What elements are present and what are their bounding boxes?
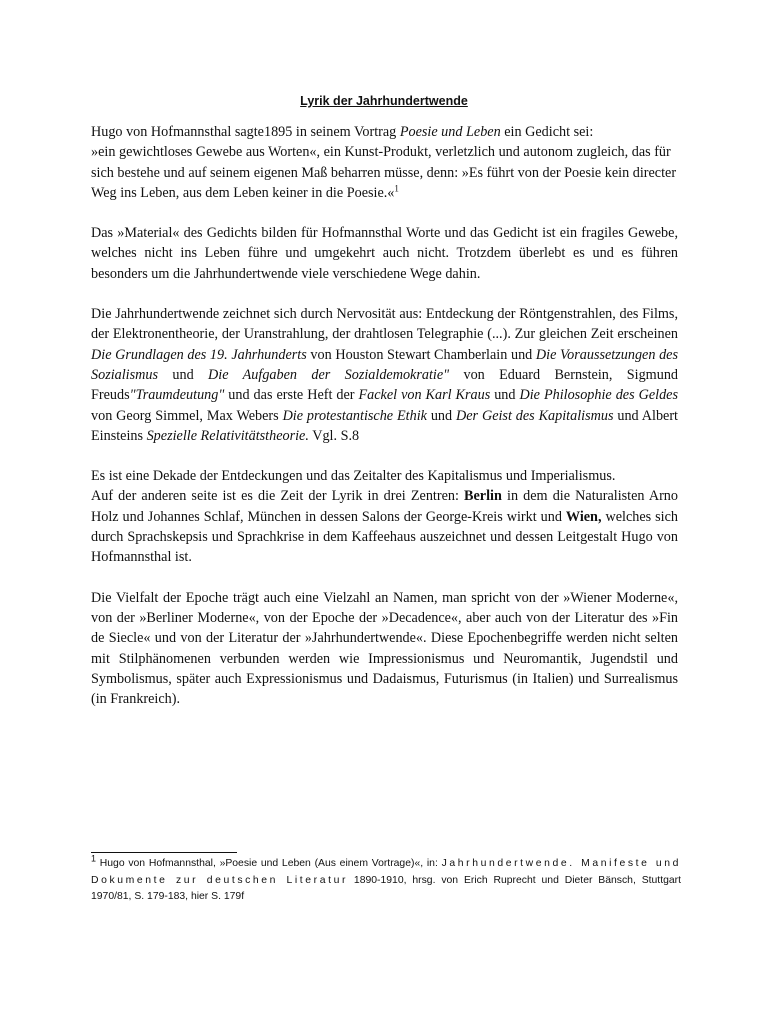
footnote-divider (91, 852, 237, 853)
paragraph-1: Hugo von Hofmannsthal sagte1895 in seinem Vortrag Poesie und Leben ein Gedicht sei: »ein gewichtloses Gewebe aus Worten«, ein Kunst-Produkt, verletzlich und autonom zugleich, das für sich bestehe und auf seinem eigenen Maß beharren müsse, denn: »Es führt von der Poesie kein directer Weg ins Leben, aus dem Leben keiner in die Poesie.«$^1$ (91, 124, 677, 201)
footnote: $^1$ Hugo von Hofmannsthal, »Poesie und Leben (Aus einem Vortrage)«, in: Jahrhundertwende. Manifeste und Dokumente zur deutschen Literatur 1890-1910, hrsg. von Erich Ruprecht und Dieter Bänsch, Stuttgart 1970/81, S. 179-183, hier S. 179f (91, 853, 682, 903)
footnote-number: 1 (91, 853, 97, 864)
paragraph-5: Die Vielfalt der Epoche trägt auch eine Vielzahl an Namen, man spricht von der »Wiener Moderne«, von der »Berliner Moderne«, von der Epoche der »Decadence«, aber auch von der Literatur des »Fin de Siecle« und von der Literatur der »Jahrhundertwende«. Diese Epochenbegriffe werden nicht selten mit Stilphänomenen verbunden werden wie Impressionismus und Neuromantik, Jugendstil und Symbolismus, später auch Expressionismus und Dadaismus, Futurismus (in Italien) und Surrealismus (in Frankreich). (91, 589, 678, 708)
paragraph-4: Es ist eine Dekade der Entdeckungen und das Zeitalter des Kapitalismus und Imperialismus. Auf der anderen seite ist es die Zeit der Lyrik in drei Zentren: Berlin in dem die Naturalisten Arno Holz und Johannes Schlaf, München in dessen Salons der George-Kreis wirkt und Wien, welches sich durch Sprachskepsis und Sprachkrise in dem Kaffeehaus auszeichnet und dessen Leitgestalt Hugo von Hofmannsthal ist. (91, 468, 678, 566)
paragraph-3: Die Jahrhundertwende zeichnet sich durch Nervosität aus: Entdeckung der Röntgenstrahlen, des Films, der Elektronentheorie, der Uranstrahlung, der drahtlosen Telegraphie (...). Zur gleichen Zeit erscheinen Die Grundlagen des 19. Jahrhunderts von Houston Stewart Chamberlain und Die Voraussetzungen des Sozialismus und Die Aufgaben der Sozialdemokratie" von Eduard Bernstein, Sigmund Freuds"Traumdeutung" und das erste Heft der Fackel von Karl Kraus und Die Philosophie des Geldes von Georg Simmel, Max Webers Die protestantische Ethik und Der Geist des Kapitalismus und Albert Einsteins Spezielle Relativitätstheorie. Vgl. S.8 (91, 306, 679, 444)
body-text (91, 122, 678, 709)
page-title: Lyrik der Jahrhundertwende (300, 94, 468, 108)
work-title: Poesie und Leben (399, 124, 501, 140)
footnote-ref[interactable]: 1 (394, 183, 399, 194)
paragraph-2: Das »Material« des Gedichts bilden für Hofmannsthal Worte und das Gedicht ist ein fragiles Gewebe, welches nicht ins Leben führe und umgekehrt auch nicht. Trotzdem überlebt es und es führen besonders um die Jahrhundertwende viele verschiedene Wege dahin. (91, 225, 678, 282)
footnote-spaced-title: Jahrhundertwende. Manifeste und Dokumente zur deutschen Literatur (91, 858, 682, 886)
